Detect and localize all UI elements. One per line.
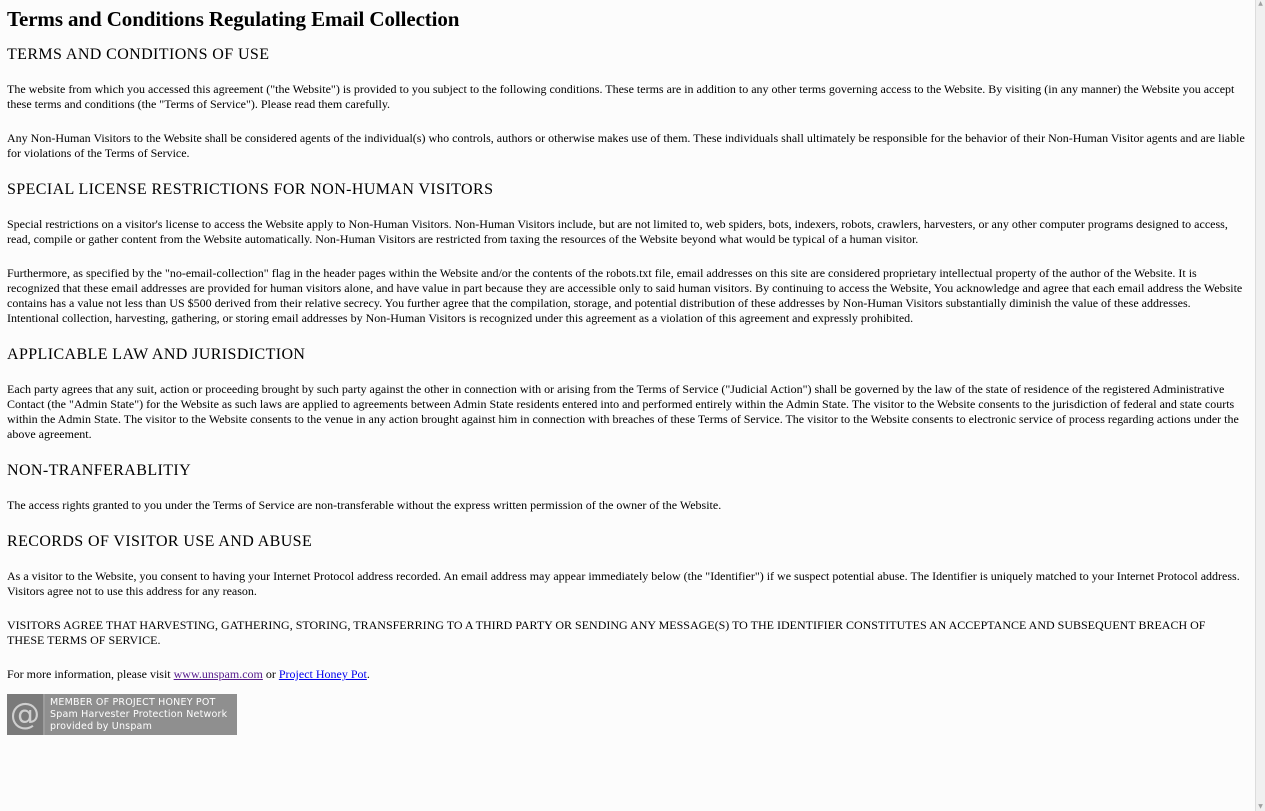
heading-non-transferability: NON-TRANFERABLITIY (7, 462, 192, 479)
more-info-line (7, 667, 1245, 682)
nontransfer-paragraph-1: The access rights granted to you under the Terms of Service are non-transferable without the express written permission of the owner of the Website. (7, 498, 722, 512)
heading-terms: TERMS AND CONDITIONS OF USE (7, 46, 270, 63)
badge-line-3: provided by Unspam (50, 721, 153, 732)
records-paragraph-1: As a visitor to the Website, you consent to having your Internet Protocol address recorded. An email address may appear immediately below (the "Identifier") if we suspect potential abuse. The Identifier is uniquely matched to your Internet Protocol address. Visitors agree not to use this address for any reason. (7, 569, 1240, 598)
special-paragraph-1: Special restrictions on a visitor's license to access the Website apply to Non-Human Visitors. Non-Human Visitors include, but are not limited to, web spiders, bots, indexers, robots, crawlers, harvesters, or any other computer programs designed to access, read, compile or gather content from the Website automatically. Non-Human Visitors are restricted from taxing the resources of the Website beyond what would be typical of a human visitor. (7, 217, 1228, 246)
scroll-up-arrow-icon[interactable]: ▲ (1258, 0, 1263, 7)
law-paragraph-1: Each party agrees that any suit, action or proceeding brought by such party against the other in connection with or arising from the Terms of Service ("Judicial Action") shall be governed by the law of the state of residence of the registered Administrative Contact (the "Admin State") for the Website as such laws are applied to agreements between Admin State residents entered into and performed entirely within the Admin State. The visitor to the Website consents to the jurisdiction of federal and state courts within the Admin State. The visitor to the Website consents to the venue in any action brought against him in connection with breaches of these Terms of Service. The visitor to the Website consents to electronic service of process regarding actions under the above agreement. (7, 382, 1239, 441)
heading-records: RECORDS OF VISITOR USE AND ABUSE (7, 533, 313, 550)
special-paragraph-2: Furthermore, as specified by the "no-email-collection" flag in the header pages within the Website and/or the contents of the robots.txt file, email addresses on this site are considered proprietary intellectual property of the author of the Website. It is recognized that these email addresses are provided for human visitors alone, and have value in part because they are accessible only to said human visitors. By continuing to access the Website, You acknowledge and agree that each email address the Website contains has a value not less than US $500 derived from their relative secrecy. You further agree that the compilation, storage, and potential distribution of these addresses by Non-Human Visitors substantially diminish the value of these addresses. Intentional collection, harvesting, gathering, or storing email addresses by Non-Human Visitors is recognized under this agreement as a violation of this agreement and expressly prohibited. (7, 266, 1243, 325)
more-info-suffix: . (366, 667, 370, 681)
more-info-prefix: For more information, please visit (7, 667, 174, 681)
project-honey-pot-badge[interactable] (7, 694, 237, 735)
terms-paragraph-1: The website from which you accessed this agreement ("the Website") is provided to you subject to the following conditions. These terms are in addition to any other terms governing access to the Website. By visiting (in any manner) the Website you accept these terms and conditions (the "Terms of Service"). Please read them carefully. (7, 82, 1235, 111)
badge-line-1: MEMBER OF PROJECT HONEY POT (50, 697, 216, 708)
scroll-down-arrow-icon[interactable]: ▼ (1258, 803, 1263, 810)
heading-applicable-law: APPLICABLE LAW AND JURISDICTION (7, 346, 306, 363)
heading-special-license: SPECIAL LICENSE RESTRICTIONS FOR NON-HUMAN VISITORS (7, 181, 494, 198)
vertical-scrollbar[interactable] (1255, 0, 1265, 811)
terms-paragraph-2: Any Non-Human Visitors to the Website shall be considered agents of the individual(s) who controls, authors or otherwise makes use of them. These individuals shall ultimately be responsible for the behavior of their Non-Human Visitor agents and are liable for violations of the Terms of Service. (7, 131, 1245, 160)
at-icon: @ (7, 694, 45, 735)
badge-text (45, 694, 227, 735)
page-title: Terms and Conditions Regulating Email Collection (7, 7, 460, 31)
badge-line-2: Spam Harvester Protection Network (50, 709, 228, 720)
records-paragraph-2: VISITORS AGREE THAT HARVESTING, GATHERING, STORING, TRANSFERRING TO A THIRD PARTY OR SENDING ANY MESSAGE(S) TO THE IDENTIFIER CONSTITUTES AN ACCEPTANCE AND SUBSEQUENT BREACH OF THESE TERMS OF SERVICE. (7, 618, 1206, 647)
project-honey-pot-link[interactable]: Project Honey Pot (278, 667, 367, 681)
document-body (7, 0, 1245, 735)
more-info-middle: or (262, 667, 279, 681)
unspam-link[interactable]: www.unspam.com (173, 667, 263, 681)
